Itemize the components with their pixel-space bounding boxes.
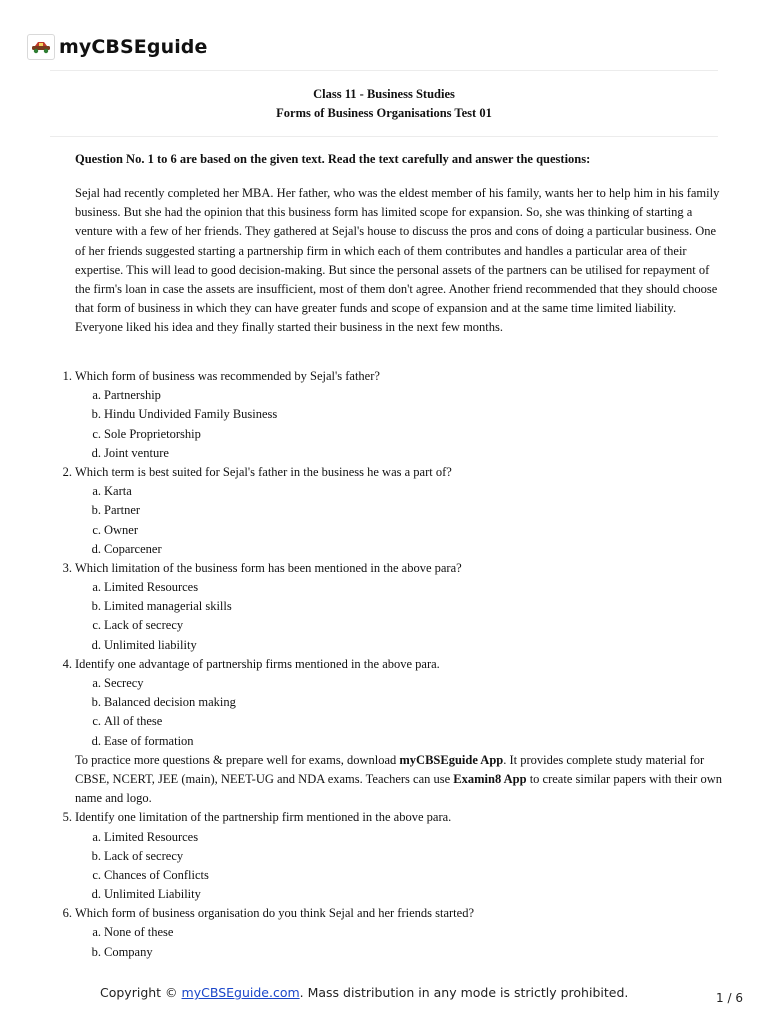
option-letter: a. bbox=[92, 388, 101, 403]
question-item bbox=[0, 559, 768, 578]
option-item[interactable] bbox=[0, 693, 768, 712]
option-letter: b. bbox=[91, 848, 101, 863]
option-text: Partner bbox=[104, 503, 141, 518]
car-logo-icon bbox=[27, 34, 55, 60]
question-item bbox=[0, 655, 768, 674]
instruction-text: Question No. 1 to 6 are based on the given text. Read the text carefully and answer the questions: bbox=[75, 152, 591, 166]
option-item[interactable] bbox=[0, 712, 768, 731]
option-letter: d. bbox=[91, 733, 101, 748]
option-letter: c. bbox=[92, 618, 101, 633]
option-text: Owner bbox=[104, 522, 139, 537]
option-letter: a. bbox=[92, 484, 101, 499]
option-item[interactable] bbox=[0, 636, 768, 655]
question-text: Identify one advantage of partnership firms mentioned in the above para. bbox=[75, 656, 440, 671]
copyright-suffix: . Mass distribution in any mode is strictly prohibited. bbox=[299, 985, 629, 1000]
question-text: Which limitation of the business form has been mentioned in the above para? bbox=[75, 560, 462, 575]
option-letter: d. bbox=[91, 887, 101, 902]
question-item bbox=[0, 808, 768, 827]
class-title: Class 11 - Business Studies bbox=[313, 87, 455, 101]
option-letter: a. bbox=[92, 676, 101, 690]
option-text: Unlimited liability bbox=[104, 637, 197, 652]
option-text: Limited Resources bbox=[104, 829, 199, 844]
option-letter: b. bbox=[91, 599, 101, 614]
option-text: Balanced decision making bbox=[104, 695, 236, 710]
option-text: Company bbox=[104, 944, 153, 959]
option-text: Lack of secrecy bbox=[104, 848, 184, 863]
option-item[interactable] bbox=[0, 885, 768, 904]
question-item bbox=[0, 463, 768, 482]
option-letter: b. bbox=[91, 503, 101, 518]
option-text: Unlimited Liability bbox=[104, 887, 201, 902]
option-item[interactable] bbox=[0, 923, 768, 942]
question-number: 5. bbox=[62, 810, 72, 825]
option-letter: a. bbox=[92, 829, 101, 844]
option-item[interactable] bbox=[0, 597, 768, 616]
option-letter: d. bbox=[91, 445, 101, 460]
option-item[interactable] bbox=[0, 405, 768, 424]
title-divider bbox=[50, 136, 718, 137]
question-text: Which term is best suited for Sejal's father in the business he was a part of? bbox=[75, 464, 452, 479]
site-link[interactable]: myCBSEguide.com bbox=[181, 985, 300, 1000]
question-list bbox=[0, 367, 768, 962]
question-item bbox=[0, 904, 768, 923]
option-letter: b. bbox=[91, 407, 101, 422]
header bbox=[27, 33, 208, 61]
option-item[interactable] bbox=[0, 866, 768, 885]
question-number: 2. bbox=[62, 464, 72, 479]
option-text: Joint venture bbox=[104, 445, 169, 460]
option-letter: d. bbox=[91, 637, 101, 652]
option-item[interactable] bbox=[0, 847, 768, 866]
app-name-mycbseguide: myCBSEguide App bbox=[399, 752, 504, 767]
option-text: Karta bbox=[104, 484, 132, 499]
copyright-prefix: Copyright © bbox=[100, 985, 182, 1000]
option-text: Partnership bbox=[104, 388, 161, 403]
app-name-examin8: Examin8 App bbox=[453, 771, 527, 786]
option-item[interactable] bbox=[0, 732, 768, 751]
option-text: Lack of secrecy bbox=[104, 618, 184, 633]
promo-text bbox=[75, 751, 725, 809]
question-text: Identify one limitation of the partnership firm mentioned in the above para. bbox=[75, 810, 452, 825]
option-letter: b. bbox=[91, 944, 101, 959]
passage-text: Sejal had recently completed her MBA. Her father, who was the eldest member of his family, wants her to help him in his family business. But she had the opinion that this business form has limited scope for expansion. So, she was thinking of starting a venture with a few of her friends. They gathered at Sejal's house to discuss the pros and cons of doing a particular business. One of her friends suggested starting a partnership firm in which each of them contributes and handles a particular area of their expertise. This will lead to good decision-making. But since the personal assets of the partners can be utilised for repayment of the firm's loan in case the assets are insufficient, most of them don't agree. Another friend recommended that they should choose that form of business in which they can have greater funds and scope of expansion and at the same time limited liability. Everyone liked his idea and they finally started their business in the next few months. bbox=[75, 186, 720, 335]
option-letter: d. bbox=[91, 541, 101, 556]
option-text: Coparcener bbox=[104, 541, 162, 556]
option-item[interactable] bbox=[0, 540, 768, 559]
question-number: 1. bbox=[62, 369, 72, 383]
option-letter: c. bbox=[92, 522, 101, 537]
option-letter: a. bbox=[92, 925, 101, 940]
option-text: Sole Proprietorship bbox=[104, 426, 201, 441]
question-text: Which form of business was recommended by Sejal's father? bbox=[75, 369, 380, 383]
option-text: Chances of Conflicts bbox=[104, 867, 209, 882]
page-number: 1 / 6 bbox=[716, 991, 743, 1005]
passage-section bbox=[75, 150, 725, 338]
option-item[interactable] bbox=[0, 943, 768, 962]
option-text: Hindu Undivided Family Business bbox=[104, 407, 278, 422]
option-text: Secrecy bbox=[104, 676, 144, 690]
option-text: All of these bbox=[104, 714, 163, 729]
option-letter: c. bbox=[92, 714, 101, 729]
question-number: 3. bbox=[62, 560, 72, 575]
option-item[interactable] bbox=[0, 674, 768, 693]
question-number: 4. bbox=[62, 656, 72, 671]
footer bbox=[100, 985, 628, 1000]
option-text: Limited Resources bbox=[104, 580, 199, 595]
option-item[interactable] bbox=[0, 578, 768, 597]
option-item[interactable] bbox=[0, 482, 768, 501]
promo-part3: to create similar papers with their own name and logo. bbox=[75, 771, 723, 806]
option-item[interactable] bbox=[0, 386, 768, 405]
option-item[interactable] bbox=[0, 501, 768, 520]
option-item[interactable] bbox=[0, 444, 768, 463]
option-letter: a. bbox=[92, 580, 101, 595]
option-letter: c. bbox=[92, 867, 101, 882]
option-text: Limited managerial skills bbox=[104, 599, 232, 614]
promo-part2: . It provides complete study material for CBSE, NCERT, JEE (main), NEET-UG and NDA exams. Teachers can use bbox=[75, 752, 705, 786]
option-text: Ease of formation bbox=[104, 733, 194, 748]
option-item[interactable] bbox=[0, 521, 768, 540]
option-item[interactable] bbox=[0, 828, 768, 847]
brand-name: myCBSEguide bbox=[59, 36, 208, 58]
question-text: Which form of business organisation do you think Sejal and her friends started? bbox=[75, 906, 474, 921]
option-item[interactable] bbox=[0, 425, 768, 444]
test-title: Forms of Business Organisations Test 01 bbox=[276, 106, 492, 120]
option-item[interactable] bbox=[0, 616, 768, 635]
option-letter: b. bbox=[91, 695, 101, 710]
option-letter: c. bbox=[92, 426, 101, 441]
question-number: 6. bbox=[62, 906, 72, 921]
header-divider bbox=[50, 70, 718, 71]
option-text: None of these bbox=[104, 925, 174, 940]
promo-part1: To practice more questions & prepare well for exams, download bbox=[75, 752, 400, 767]
question-item bbox=[0, 367, 768, 386]
